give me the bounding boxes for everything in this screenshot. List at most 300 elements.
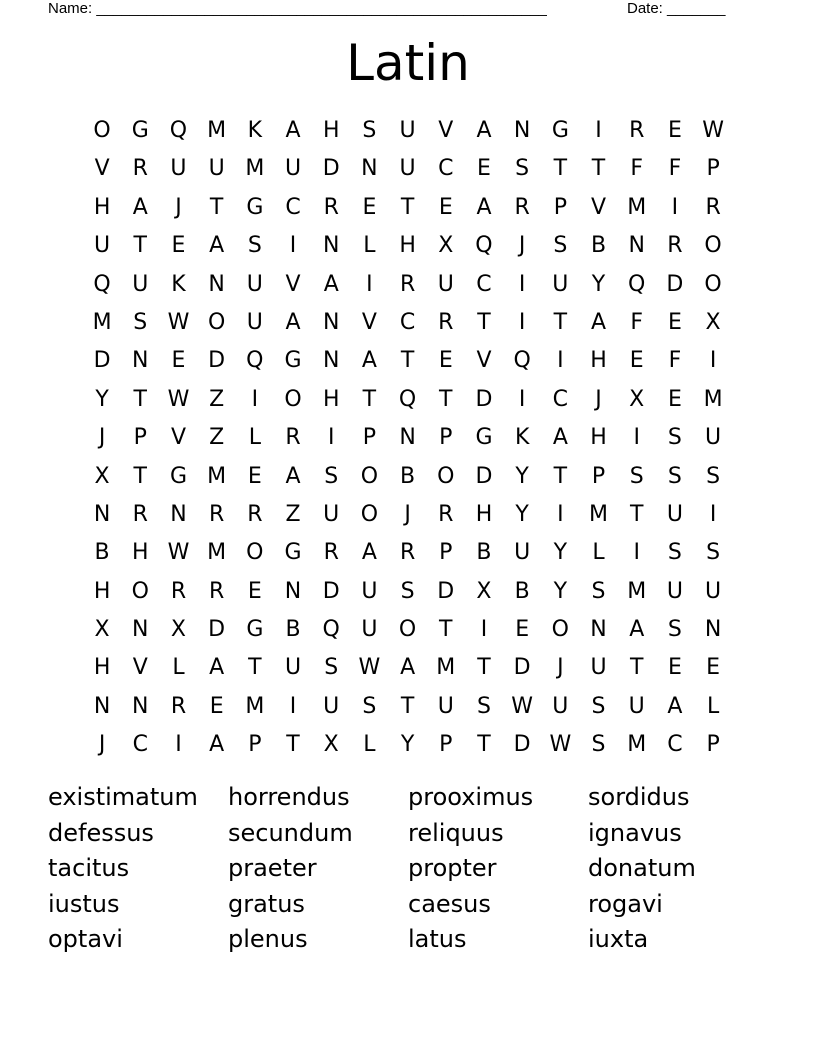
grid-letter[interactable]: T bbox=[362, 386, 377, 412]
grid-letter[interactable]: O bbox=[704, 271, 722, 297]
grid-letter[interactable]: U bbox=[552, 271, 569, 297]
grid-letter[interactable]: L bbox=[592, 540, 605, 566]
grid-letter[interactable]: T bbox=[553, 309, 568, 335]
grid-letter[interactable]: O bbox=[360, 463, 379, 489]
grid-letter[interactable]: S bbox=[400, 578, 415, 604]
grid-letter[interactable]: P bbox=[439, 732, 453, 758]
grid-letter[interactable]: U bbox=[246, 309, 263, 335]
grid-letter[interactable]: B bbox=[476, 540, 492, 566]
grid-letter[interactable]: W bbox=[167, 540, 190, 566]
grid-letter[interactable]: A bbox=[285, 309, 301, 335]
grid-row bbox=[83, 726, 733, 764]
grid-letter[interactable]: U bbox=[552, 693, 569, 719]
grid-letter[interactable]: I bbox=[709, 348, 717, 374]
grid-letter[interactable]: Y bbox=[515, 463, 529, 489]
grid-letter[interactable]: J bbox=[404, 501, 411, 527]
grid-letter[interactable]: W bbox=[167, 386, 190, 412]
grid-letter[interactable]: D bbox=[666, 271, 684, 297]
grid-letter[interactable]: G bbox=[475, 425, 493, 451]
grid-letter[interactable]: C bbox=[552, 386, 569, 412]
grid-letter[interactable]: T bbox=[477, 309, 491, 335]
grid-letter[interactable]: X bbox=[94, 463, 110, 489]
grid-letter[interactable]: V bbox=[476, 348, 492, 374]
grid-row bbox=[83, 112, 733, 150]
grid-letter[interactable]: U bbox=[361, 617, 378, 643]
grid-letter[interactable]: A bbox=[209, 233, 225, 259]
grid-letter[interactable]: H bbox=[475, 501, 493, 527]
grid-letter[interactable]: I bbox=[480, 617, 488, 643]
grid-letter[interactable]: Y bbox=[553, 540, 568, 566]
grid-letter[interactable]: F bbox=[630, 309, 644, 335]
grid-letter[interactable]: M bbox=[436, 655, 456, 681]
grid-letter[interactable]: S bbox=[706, 540, 721, 566]
grid-letter[interactable]: N bbox=[513, 118, 531, 143]
grid-letter[interactable]: R bbox=[209, 501, 225, 527]
grid-letter[interactable]: T bbox=[629, 501, 644, 527]
grid-letter[interactable]: S bbox=[362, 693, 377, 719]
grid-letter[interactable]: F bbox=[668, 156, 682, 182]
grid-letter[interactable]: H bbox=[590, 425, 607, 451]
grid-letter[interactable]: P bbox=[248, 732, 262, 758]
grid-letter[interactable]: J bbox=[595, 386, 602, 412]
grid-letter[interactable]: O bbox=[131, 578, 149, 604]
grid-letter[interactable]: G bbox=[284, 540, 302, 566]
grid-letter[interactable]: R bbox=[323, 194, 339, 220]
grid-letter[interactable]: I bbox=[633, 425, 640, 451]
grid-letter[interactable]: C bbox=[285, 194, 301, 220]
grid-letter[interactable]: R bbox=[132, 501, 148, 527]
grid-letter[interactable]: S bbox=[667, 463, 682, 489]
grid-letter[interactable]: I bbox=[175, 732, 182, 758]
grid-letter[interactable]: U bbox=[666, 578, 683, 604]
grid-letter[interactable]: Z bbox=[209, 386, 225, 412]
grid-letter[interactable]: A bbox=[591, 309, 607, 335]
grid-letter[interactable]: O bbox=[437, 463, 455, 489]
grid-letter[interactable]: S bbox=[553, 233, 568, 259]
grid-letter[interactable]: P bbox=[706, 156, 720, 182]
grid-letter[interactable]: T bbox=[553, 156, 568, 182]
grid-letter[interactable]: M bbox=[627, 578, 647, 604]
grid-row bbox=[83, 649, 733, 687]
grid-letter[interactable]: D bbox=[93, 348, 111, 374]
grid-letter[interactable]: D bbox=[208, 348, 226, 374]
grid-letter[interactable]: R bbox=[514, 194, 530, 220]
grid-letter[interactable]: E bbox=[247, 578, 262, 604]
grid-letter[interactable]: T bbox=[248, 655, 262, 681]
grid-letter[interactable]: X bbox=[705, 309, 721, 335]
grid-letter[interactable]: S bbox=[362, 118, 377, 143]
grid-letter[interactable]: S bbox=[629, 463, 644, 489]
grid-letter[interactable]: R bbox=[247, 501, 263, 527]
grid-letter[interactable]: W bbox=[358, 655, 381, 681]
grid-letter[interactable]: I bbox=[289, 233, 297, 259]
grid-row bbox=[83, 419, 733, 457]
grid-letter[interactable]: I bbox=[518, 386, 526, 412]
grid-letter[interactable]: G bbox=[131, 118, 149, 143]
grid-letter[interactable]: S bbox=[591, 732, 606, 758]
grid-letter[interactable]: G bbox=[284, 348, 302, 374]
grid-letter[interactable]: X bbox=[629, 386, 645, 412]
grid-letter[interactable]: D bbox=[513, 732, 531, 758]
grid-letter[interactable]: E bbox=[629, 348, 644, 374]
grid-letter[interactable]: Y bbox=[515, 501, 529, 527]
grid-letter[interactable]: U bbox=[132, 271, 149, 297]
grid-letter[interactable]: H bbox=[322, 386, 340, 412]
grid-letter[interactable]: S bbox=[324, 655, 339, 681]
grid-letter[interactable]: R bbox=[399, 271, 416, 297]
grid-letter[interactable]: Q bbox=[475, 233, 493, 259]
grid-letter[interactable]: U bbox=[705, 425, 722, 451]
grid-letter[interactable]: U bbox=[399, 156, 416, 182]
grid-letter[interactable]: U bbox=[399, 118, 416, 143]
grid-letter[interactable]: O bbox=[551, 617, 569, 643]
grid-letter[interactable]: I bbox=[518, 309, 526, 335]
grid-letter[interactable]: T bbox=[209, 194, 224, 220]
grid-letter[interactable]: N bbox=[628, 233, 645, 259]
grid-letter[interactable]: L bbox=[248, 425, 261, 451]
grid-letter[interactable]: W bbox=[549, 732, 572, 758]
grid-letter[interactable]: Q bbox=[246, 348, 264, 374]
grid-letter[interactable]: I bbox=[327, 425, 335, 451]
grid-letter[interactable]: B bbox=[514, 578, 530, 604]
grid-letter[interactable]: N bbox=[704, 617, 722, 643]
grid-letter[interactable]: R bbox=[323, 540, 339, 566]
grid-letter[interactable]: H bbox=[399, 233, 416, 259]
grid-letter[interactable]: B bbox=[590, 233, 607, 259]
grid-letter[interactable]: A bbox=[323, 271, 339, 297]
grid-letter[interactable]: P bbox=[133, 425, 147, 451]
grid-letter[interactable]: Q bbox=[322, 617, 340, 643]
grid-letter[interactable]: E bbox=[667, 309, 682, 335]
grid-letter[interactable]: E bbox=[706, 655, 721, 681]
grid-letter[interactable]: X bbox=[438, 233, 454, 259]
grid-letter[interactable]: N bbox=[132, 348, 149, 374]
word-list-item: iustus bbox=[48, 889, 120, 918]
grid-letter[interactable]: A bbox=[285, 463, 301, 489]
grid-letter[interactable]: U bbox=[323, 501, 340, 527]
grid-letter[interactable]: E bbox=[438, 348, 453, 374]
grid-letter[interactable]: P bbox=[591, 463, 606, 489]
grid-letter[interactable]: U bbox=[437, 271, 454, 297]
grid-letter[interactable]: Z bbox=[209, 425, 225, 451]
grid-letter[interactable]: M bbox=[627, 194, 647, 220]
grid-letter[interactable]: U bbox=[628, 693, 645, 719]
grid-letter[interactable]: D bbox=[437, 578, 455, 604]
grid-letter[interactable]: A bbox=[209, 732, 225, 758]
grid-letter[interactable]: R bbox=[209, 578, 225, 604]
grid-letter[interactable]: E bbox=[247, 463, 262, 489]
grid-letter[interactable]: K bbox=[514, 425, 530, 451]
grid-letter[interactable]: A bbox=[209, 655, 225, 681]
grid-letter[interactable]: A bbox=[400, 655, 416, 681]
grid-letter[interactable]: P bbox=[362, 425, 377, 451]
grid-letter[interactable]: J bbox=[557, 655, 564, 681]
grid-letter[interactable]: U bbox=[94, 233, 111, 259]
grid-letter[interactable]: Q bbox=[513, 348, 531, 374]
grid-letter[interactable]: N bbox=[590, 617, 607, 643]
grid-letter[interactable]: N bbox=[170, 501, 187, 527]
grid-letter[interactable]: I bbox=[595, 118, 602, 143]
grid-letter[interactable]: R bbox=[705, 194, 721, 220]
grid-letter[interactable]: N bbox=[208, 271, 225, 297]
grid-letter[interactable]: N bbox=[361, 156, 378, 182]
grid-letter[interactable]: S bbox=[476, 693, 491, 719]
grid-letter[interactable]: M bbox=[207, 463, 227, 489]
grid-letter[interactable]: A bbox=[476, 194, 492, 220]
grid-letter[interactable]: C bbox=[667, 732, 683, 758]
grid-letter[interactable]: T bbox=[133, 463, 147, 489]
grid-letter[interactable]: A bbox=[132, 194, 148, 220]
grid-letter[interactable]: M bbox=[207, 118, 227, 143]
grid-letter[interactable]: C bbox=[399, 309, 416, 335]
grid-letter[interactable]: S bbox=[667, 540, 682, 566]
grid-letter[interactable]: S bbox=[591, 693, 606, 719]
grid-letter[interactable]: T bbox=[400, 194, 415, 220]
grid-letter[interactable]: E bbox=[667, 118, 682, 143]
grid-letter[interactable]: N bbox=[322, 233, 340, 259]
grid-letter[interactable]: M bbox=[589, 501, 609, 527]
grid-letter[interactable]: D bbox=[513, 655, 531, 681]
grid-letter[interactable]: S bbox=[667, 425, 682, 451]
grid-letter[interactable]: I bbox=[251, 386, 259, 412]
grid-letter[interactable]: N bbox=[322, 348, 340, 374]
grid-letter[interactable]: D bbox=[208, 617, 226, 643]
word-list-item: secundum bbox=[228, 818, 353, 847]
grid-letter[interactable]: J bbox=[175, 194, 182, 220]
grid-letter[interactable]: U bbox=[246, 271, 263, 297]
grid-letter[interactable]: R bbox=[629, 118, 645, 143]
grid-letter[interactable]: S bbox=[591, 578, 606, 604]
grid-row bbox=[83, 227, 733, 265]
grid-letter[interactable]: D bbox=[322, 156, 340, 182]
grid-letter[interactable]: R bbox=[170, 578, 187, 604]
grid-letter[interactable]: N bbox=[93, 693, 111, 719]
grid-letter[interactable]: A bbox=[552, 425, 568, 451]
grid-letter[interactable]: D bbox=[475, 386, 493, 412]
grid-row bbox=[83, 611, 733, 649]
grid-letter[interactable]: T bbox=[629, 655, 644, 681]
grid-letter[interactable]: X bbox=[94, 617, 110, 643]
grid-letter[interactable]: Y bbox=[400, 732, 415, 758]
grid-letter[interactable]: X bbox=[323, 732, 339, 758]
grid-letter[interactable]: N bbox=[322, 309, 340, 335]
grid-letter[interactable]: R bbox=[438, 501, 454, 527]
grid-letter[interactable]: O bbox=[284, 386, 302, 412]
grid-letter[interactable]: N bbox=[132, 693, 149, 719]
grid-letter[interactable]: R bbox=[399, 540, 416, 566]
grid-letter[interactable]: K bbox=[247, 118, 263, 143]
grid-letter[interactable]: I bbox=[557, 348, 564, 374]
grid-letter[interactable]: D bbox=[322, 578, 340, 604]
grid-letter[interactable]: Q bbox=[93, 271, 111, 297]
grid-letter[interactable]: U bbox=[705, 578, 722, 604]
grid-letter[interactable]: L bbox=[363, 233, 376, 259]
grid-letter[interactable]: A bbox=[667, 693, 683, 719]
grid-letter[interactable]: V bbox=[285, 271, 301, 297]
grid-letter[interactable]: O bbox=[398, 617, 417, 643]
grid-letter[interactable]: E bbox=[171, 348, 186, 374]
grid-letter[interactable]: I bbox=[557, 501, 564, 527]
grid-letter[interactable]: I bbox=[518, 271, 526, 297]
grid-letter[interactable]: L bbox=[172, 655, 185, 681]
grid-letter[interactable]: N bbox=[93, 501, 111, 527]
grid-letter[interactable]: T bbox=[133, 386, 147, 412]
grid-letter[interactable]: V bbox=[94, 156, 110, 182]
grid-letter[interactable]: F bbox=[630, 156, 644, 182]
grid-letter[interactable]: T bbox=[400, 693, 415, 719]
word-list-item: ignavus bbox=[588, 818, 682, 847]
grid-letter[interactable]: S bbox=[324, 463, 339, 489]
grid-letter[interactable]: R bbox=[438, 309, 454, 335]
grid-letter[interactable]: Z bbox=[285, 501, 301, 527]
grid-letter[interactable]: U bbox=[284, 655, 302, 681]
grid-letter[interactable]: M bbox=[703, 386, 723, 412]
grid-letter[interactable]: A bbox=[629, 617, 645, 643]
grid-letter[interactable]: I bbox=[289, 693, 297, 719]
grid-letter[interactable]: N bbox=[284, 578, 302, 604]
grid-letter[interactable]: A bbox=[476, 118, 492, 143]
grid-letter[interactable]: S bbox=[706, 463, 721, 489]
grid-letter[interactable]: L bbox=[363, 732, 376, 758]
grid-letter[interactable]: I bbox=[671, 194, 679, 220]
grid-letter[interactable]: M bbox=[245, 156, 265, 182]
grid-letter[interactable]: Y bbox=[591, 271, 606, 297]
grid-letter[interactable]: D bbox=[475, 463, 493, 489]
grid-letter[interactable]: C bbox=[476, 271, 492, 297]
grid-letter[interactable]: W bbox=[511, 693, 534, 719]
grid-letter[interactable]: K bbox=[171, 271, 186, 297]
grid-letter[interactable]: S bbox=[515, 156, 530, 182]
grid-letter[interactable]: C bbox=[438, 156, 454, 182]
grid-letter[interactable]: R bbox=[285, 425, 301, 451]
grid-letter[interactable]: L bbox=[706, 693, 720, 719]
grid-letter[interactable]: H bbox=[93, 194, 111, 220]
grid-letter[interactable]: E bbox=[477, 156, 491, 182]
grid-letter[interactable]: S bbox=[667, 617, 682, 643]
grid-letter[interactable]: E bbox=[209, 693, 224, 719]
grid-letter[interactable]: S bbox=[247, 233, 262, 259]
grid-letter[interactable]: V bbox=[591, 194, 607, 220]
grid-letter[interactable]: T bbox=[553, 463, 568, 489]
grid-letter[interactable]: P bbox=[706, 732, 720, 758]
grid-letter[interactable]: I bbox=[633, 540, 640, 566]
grid-letter[interactable]: J bbox=[518, 233, 526, 259]
grid-letter[interactable]: Y bbox=[553, 578, 568, 604]
grid-letter[interactable]: Y bbox=[95, 386, 109, 412]
grid-letter[interactable]: E bbox=[362, 194, 377, 220]
grid-letter[interactable]: V bbox=[438, 118, 454, 143]
grid-letter[interactable]: V bbox=[361, 309, 377, 335]
grid-letter[interactable]: H bbox=[590, 348, 607, 374]
grid-letter[interactable]: X bbox=[170, 617, 186, 643]
grid-letter[interactable]: T bbox=[439, 386, 453, 412]
grid-letter[interactable]: E bbox=[438, 194, 453, 220]
grid-letter[interactable]: B bbox=[94, 540, 110, 566]
grid-letter[interactable]: W bbox=[167, 309, 190, 335]
grid-letter[interactable]: O bbox=[704, 233, 722, 259]
grid-letter[interactable]: G bbox=[246, 194, 264, 220]
grid-letter[interactable]: F bbox=[668, 348, 682, 374]
grid-letter[interactable]: R bbox=[667, 233, 683, 259]
grid-letter[interactable]: A bbox=[361, 540, 377, 566]
grid-letter[interactable]: T bbox=[133, 233, 147, 259]
grid-letter[interactable]: R bbox=[132, 156, 148, 182]
grid-letter[interactable]: U bbox=[361, 578, 378, 604]
grid-letter[interactable]: I bbox=[709, 501, 717, 527]
grid-letter[interactable]: E bbox=[667, 386, 682, 412]
grid-letter[interactable]: H bbox=[93, 578, 111, 604]
grid-letter[interactable]: E bbox=[171, 233, 186, 259]
grid-letter[interactable]: S bbox=[133, 309, 148, 335]
grid-letter[interactable]: C bbox=[132, 732, 148, 758]
grid-letter[interactable]: M bbox=[207, 540, 227, 566]
grid-letter[interactable]: O bbox=[93, 118, 111, 143]
grid-letter[interactable]: U bbox=[666, 501, 683, 527]
grid-letter[interactable]: V bbox=[132, 655, 148, 681]
grid-letter[interactable]: J bbox=[98, 732, 106, 758]
grid-letter[interactable]: E bbox=[515, 617, 530, 643]
grid-row bbox=[83, 342, 733, 380]
grid-letter[interactable]: M bbox=[627, 732, 647, 758]
grid-letter[interactable]: M bbox=[245, 693, 265, 719]
grid-letter[interactable]: X bbox=[476, 578, 492, 604]
grid-letter[interactable]: T bbox=[591, 156, 606, 182]
grid-letter[interactable]: U bbox=[323, 693, 340, 719]
grid-letter[interactable]: T bbox=[286, 732, 300, 758]
grid-letter[interactable]: Q bbox=[628, 271, 646, 297]
grid-letter[interactable]: T bbox=[477, 732, 491, 758]
grid-letter[interactable]: U bbox=[514, 540, 531, 566]
grid-letter[interactable]: U bbox=[590, 655, 607, 681]
grid-letter[interactable]: M bbox=[92, 309, 112, 335]
grid-letter[interactable]: T bbox=[477, 655, 491, 681]
grid-letter[interactable]: U bbox=[437, 693, 454, 719]
word-search-grid bbox=[83, 112, 733, 765]
grid-letter[interactable]: P bbox=[439, 540, 453, 566]
grid-letter[interactable]: E bbox=[667, 655, 682, 681]
grid-letter[interactable]: B bbox=[400, 463, 416, 489]
grid-letter[interactable]: P bbox=[553, 194, 567, 220]
grid-letter[interactable]: W bbox=[702, 118, 724, 143]
grid-letter[interactable]: O bbox=[207, 309, 226, 335]
grid-letter[interactable]: T bbox=[439, 617, 453, 643]
grid-letter[interactable]: R bbox=[170, 693, 187, 719]
grid-letter[interactable]: H bbox=[93, 655, 111, 681]
grid-letter[interactable]: P bbox=[439, 425, 453, 451]
grid-letter[interactable]: T bbox=[400, 348, 415, 374]
grid-letter[interactable]: G bbox=[246, 617, 264, 643]
grid-letter[interactable]: G bbox=[551, 118, 569, 143]
grid-letter[interactable]: V bbox=[170, 425, 186, 451]
grid-letter[interactable]: U bbox=[170, 156, 187, 182]
grid-letter[interactable]: G bbox=[169, 463, 187, 489]
grid-letter[interactable]: Q bbox=[398, 386, 417, 412]
grid-letter[interactable]: Q bbox=[169, 118, 188, 143]
grid-letter[interactable]: U bbox=[208, 156, 225, 182]
grid-letter[interactable]: O bbox=[246, 540, 264, 566]
grid-letter[interactable]: A bbox=[285, 118, 301, 143]
grid-letter[interactable]: I bbox=[366, 271, 373, 297]
grid-letter[interactable]: H bbox=[132, 540, 149, 566]
grid-letter[interactable]: O bbox=[360, 501, 379, 527]
grid-letter[interactable]: N bbox=[399, 425, 416, 451]
grid-letter[interactable]: H bbox=[322, 118, 340, 143]
grid-letter[interactable]: B bbox=[285, 617, 301, 643]
grid-letter[interactable]: U bbox=[284, 156, 302, 182]
grid-letter[interactable]: J bbox=[98, 425, 106, 451]
grid-letter[interactable]: N bbox=[132, 617, 149, 643]
grid-letter[interactable]: A bbox=[361, 348, 377, 374]
